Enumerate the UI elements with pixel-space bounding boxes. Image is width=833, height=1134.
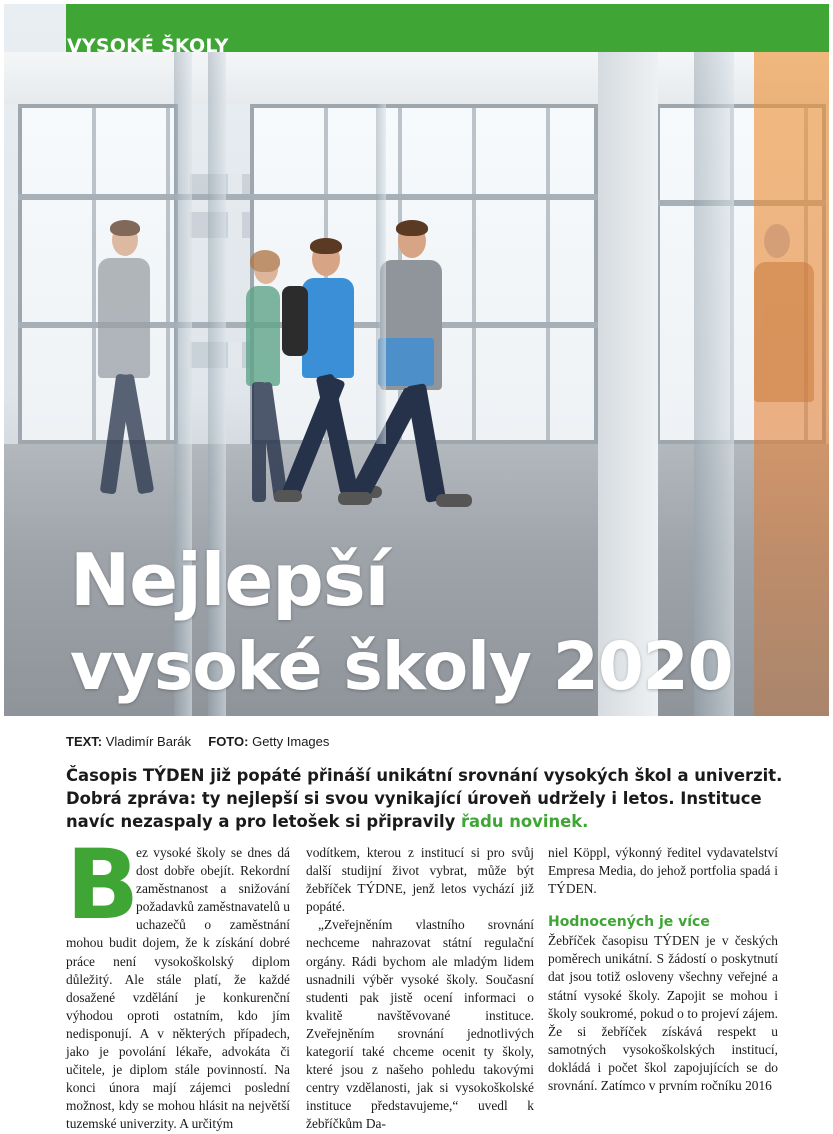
text-author: Vladimír Barák <box>105 734 191 749</box>
article-column-1 <box>66 829 290 1134</box>
column-2-paragraph-2: „Zveřejněním vlastního srovnání nechceme nahrazovat státní regulační orgány. Rádi bychom ale mladým lidem usnadnili výběr vysoké školy. Současní studenti pak jistě ocení informaci o kvalitě navštěvované instituce. Zveřejněním srovnání jednotlivých kategorií také chceme ocenit ty školy, které jsou z našeho pohledu takovými centry vzdělanosti, jak si vysokoškolské instituce představujeme,“ uvedl k žebříčkům Da- <box>306 917 534 1132</box>
lead-text: Časopis TÝDEN již popáté přináší unikátní srovnání vysokých škol a univerzit. Dobrá zpráva: ty nejlepší si svou vynikající úroveň udržely i letos. Instituce navíc nezaspaly a pro letošek si připravily <box>66 766 783 831</box>
text-label: TEXT: <box>66 734 103 749</box>
article-column-2 <box>306 844 534 1134</box>
window-mullion <box>376 104 386 444</box>
drop-cap: B <box>66 829 140 941</box>
column-3-paragraph-2: Žebříček časopisu TÝDEN je v českých poměrech unikátní. S žádostí o poskytnutí dat jsou totiž osloveny všechny veřejné a státní vysoké školy. Zapojit se mohou i školy soukromé, pokud o to projeví zájem. Že si žebříček získává respekt u samotných vysokoškolských institucí, dokládá i počet škol zapojujících se do srovnání. Zatímco v prvním ročníku 2016 <box>548 933 778 1094</box>
headline-line-2: vysoké školy 2020 <box>70 628 733 705</box>
lead-accent: řadu novinek. <box>460 812 589 831</box>
headline-line-1: Nejlepší <box>70 538 389 622</box>
window-rail <box>18 194 598 200</box>
photo-label: FOTO: <box>208 734 249 749</box>
column-2-paragraph-1: vodítkem, kterou z institucí si pro svůj další studijní život vybrat, může být žebříček TÝDNE, jenž letos vychází již popáté. <box>306 845 534 915</box>
column-1-text: ez vysoké školy se dnes dá dost dobře obejít. Rekordní zaměstnanost a snižování požadavků zaměstnavatelů u uchazečů o zaměstnání mohou budit dojem, že k získání dobré práce není vysokoškolský diplom důležitý. Ale stále platí, že každé dosažené vzdělání je konkurenční výhodou oproti ostatním, kdo jím nedisponují. A v některých případech, jako je povolání lékaře, advokáta či učitele, je diplom stále povinností. Na konci února mají zájemci poslední možnost, kdy se mohou hlásit na největší tuzemské univerzity. A určitým <box>66 845 290 1132</box>
lead-paragraph <box>66 764 786 833</box>
subheading: Hodnocených je více <box>548 914 710 931</box>
credits <box>66 734 329 749</box>
section-tag: VYSOKÉ ŠKOLY <box>67 35 229 57</box>
column-3-paragraph-1: niel Köppl, výkonný ředitel vydavatelství Empresa Media, do jehož portfolia spadá i TÝDEN. <box>548 845 778 897</box>
photo-source: Getty Images <box>252 734 330 749</box>
article-column-3 <box>548 844 778 1095</box>
hero-photo <box>4 4 829 716</box>
